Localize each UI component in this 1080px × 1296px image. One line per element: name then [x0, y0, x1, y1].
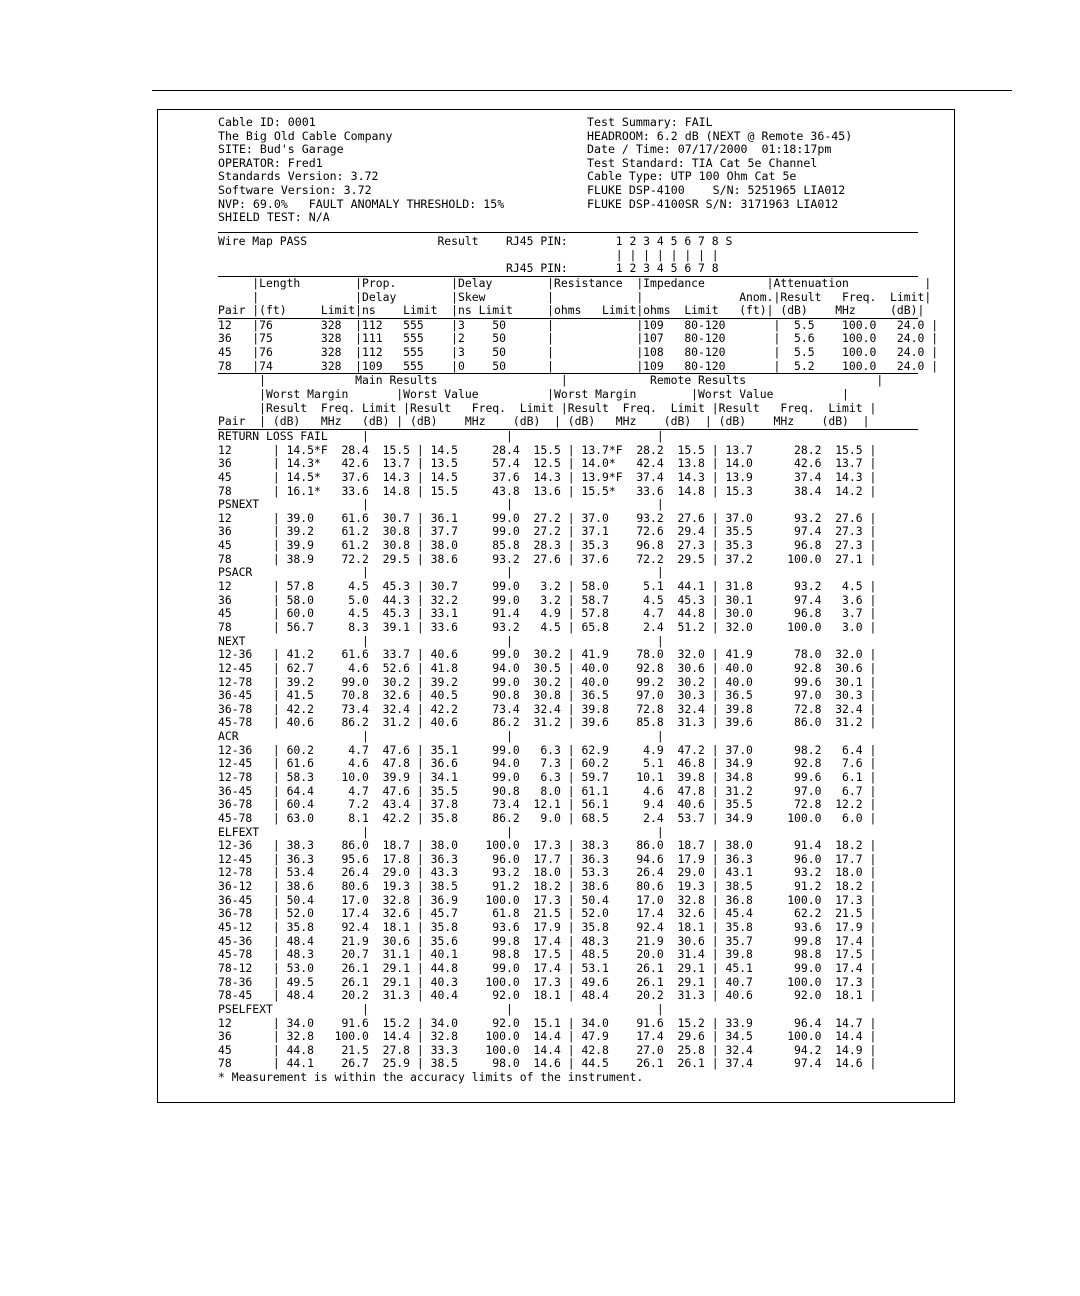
results-row: 12-45 | 62.7 4.6 52.6 | 41.8 94.0 30.5 | 40.0 92.8 30.6 | 40.0 92.8 30.6 |	[218, 660, 877, 675]
results-row: 36 | 58.0 5.0 44.3 | 32.2 99.0 3.2 | 58.7 4.5 45.3 | 30.1 97.4 3.6 |	[218, 592, 877, 607]
header-left-column	[218, 116, 504, 225]
results-row: NEXT | | |	[218, 633, 664, 648]
results-header-line: | Main Results | Remote Results |	[218, 373, 884, 388]
summary-row: 36 |75 328 |111 555 |2 50 | |107 80-120 | 5.6 100.0 24.0 |	[218, 331, 939, 346]
results-table-header	[218, 374, 918, 430]
results-row: 45-78 | 40.6 86.2 31.2 | 40.6 86.2 31.2 | 39.6 85.8 31.3 | 39.6 86.0 31.2 |	[218, 715, 877, 730]
wire-map-line: Wire Map PASS Result RJ45 PIN: 1 2 3 4 5 6 7 8 S	[218, 234, 733, 248]
results-row: 78 | 56.7 8.3 39.1 | 33.6 93.2 4.5 | 65.8 2.4 51.2 | 32.0 100.0 3.0 |	[218, 619, 877, 634]
results-row: 12-36 | 60.2 4.7 47.6 | 35.1 99.0 6.3 | 62.9 4.9 47.2 | 37.0 98.2 6.4 |	[218, 742, 877, 757]
results-row: 12-36 | 38.3 86.0 18.7 | 38.0 100.0 17.3 | 38.3 86.0 18.7 | 38.0 91.4 18.2 |	[218, 838, 877, 853]
wire-map-line: RJ45 PIN: 1 2 3 4 5 6 7 8	[218, 261, 719, 276]
results-row: 36 | 32.8 100.0 14.4 | 32.8 100.0 14.4 | 47.9 17.4 29.6 | 34.5 100.0 14.4 |	[218, 1029, 877, 1044]
results-header-line: |Result Freq. Limit |Result Freq. Limit |Result Freq. Limit |Result Freq. Limit |	[218, 400, 877, 415]
results-row: 12 | 34.0 91.6 15.2 | 34.0 92.0 15.1 | 34.0 91.6 15.2 | 33.9 96.4 14.7 |	[218, 1015, 877, 1030]
header-field: Software Version: 3.72	[218, 182, 372, 197]
footnote: * Measurement is within the accuracy limits of the instrument.	[218, 1070, 644, 1085]
results-row: 12-45 | 61.6 4.6 47.8 | 36.6 94.0 7.3 | 60.2 5.1 46.8 | 34.9 92.8 7.6 |	[218, 756, 877, 771]
results-row: 36-45 | 50.4 17.0 32.8 | 36.9 100.0 17.3 | 50.4 17.0 32.8 | 36.8 100.0 17.3 |	[218, 892, 877, 907]
header-field: Standards Version: 3.72	[218, 169, 379, 184]
results-row: RETURN LOSS FAIL | | |	[218, 428, 664, 443]
results-row: 78 | 44.1 26.7 25.9 | 38.5 98.0 14.6 | 44.5 26.1 26.1 | 37.4 97.4 14.6 |	[218, 1056, 877, 1071]
page-top-rule	[152, 90, 1012, 91]
results-row: 78-12 | 53.0 26.1 29.1 | 44.8 99.0 17.4 | 53.1 26.1 29.1 | 45.1 99.0 17.4 |	[218, 960, 877, 975]
header-field: Test Summary: FAIL	[587, 115, 713, 129]
summary-row: 78 |74 328 |109 555 |0 50 | |109 80-120 | 5.2 100.0 24.0 |	[218, 358, 939, 373]
results-table-body	[218, 430, 918, 1071]
header-field: Cable Type: UTP 100 Ohm Cat 5e	[587, 169, 797, 184]
cable-test-report	[218, 115, 939, 1085]
wire-map-line: | | | | | | | |	[218, 247, 719, 262]
results-row: 45 | 60.0 4.5 45.3 | 33.1 91.4 4.9 | 57.8 4.7 44.8 | 30.0 96.8 3.7 |	[218, 606, 877, 621]
summary-table-header	[218, 275, 932, 319]
results-row: PSNEXT | | |	[218, 497, 664, 512]
results-row: 12-36 | 41.2 61.6 33.7 | 40.6 99.0 30.2 | 41.9 78.0 32.0 | 41.9 78.0 32.0 |	[218, 647, 877, 662]
summary-row: 12 |76 328 |112 555 |3 50 | |109 80-120 | 5.5 100.0 24.0 |	[218, 317, 939, 332]
report-header	[218, 116, 918, 228]
header-field: SHIELD TEST: N/A	[218, 210, 330, 225]
results-row: 12-78 | 39.2 99.0 30.2 | 39.2 99.0 30.2 | 40.0 99.2 30.2 | 40.0 99.6 30.1 |	[218, 674, 877, 689]
header-field: OPERATOR: Fred1	[218, 155, 323, 170]
header-field: Cable ID: 0001	[218, 115, 316, 129]
results-row: 45-78 | 63.0 8.1 42.2 | 35.8 86.2 9.0 | 68.5 2.4 53.7 | 34.9 100.0 6.0 |	[218, 810, 877, 825]
results-row: 45 | 14.5* 37.6 14.3 | 14.5 37.6 14.3 | 13.9*F 37.4 14.3 | 13.9 37.4 14.3 |	[218, 469, 877, 484]
summary-table-body	[218, 317, 939, 375]
header-right-column	[587, 116, 852, 211]
results-row: 45-36 | 48.4 21.9 30.6 | 35.6 99.8 17.4 | 48.3 21.9 30.6 | 35.7 99.8 17.4 |	[218, 933, 877, 948]
header-field: HEADROOM: 6.2 dB (NEXT @ Remote 36-45)	[587, 128, 853, 143]
results-row: 36-78 | 52.0 17.4 32.6 | 45.7 61.8 21.5 | 52.0 17.4 32.6 | 45.4 62.2 21.5 |	[218, 906, 877, 921]
results-row: 12-78 | 53.4 26.4 29.0 | 43.3 93.2 18.0 | 53.3 26.4 29.0 | 43.1 93.2 18.0 |	[218, 865, 877, 880]
results-row: PSELFEXT | | |	[218, 1001, 664, 1016]
results-row: 12-45 | 36.3 95.6 17.8 | 36.3 96.0 17.7 | 36.3 94.6 17.9 | 36.3 96.0 17.7 |	[218, 851, 877, 866]
header-field: FLUKE DSP-4100SR S/N: 3171963 LIA012	[587, 196, 839, 211]
summary-header-line: Pair |(ft) Limit|ns Limit |ns Limit |ohms Limit|ohms Limit (ft)| (dB) MHz (dB)|	[218, 303, 925, 318]
results-header-line: |Worst Margin |Worst Value |Worst Margin |Worst Value |	[218, 387, 849, 402]
results-row: 36-78 | 60.4 7.2 43.4 | 37.8 73.4 12.1 | 56.1 9.4 40.6 | 35.5 72.8 12.2 |	[218, 797, 877, 812]
header-field: Date / Time: 07/17/2000 01:18:17pm	[587, 142, 832, 157]
results-row: 36-12 | 38.6 80.6 19.3 | 38.5 91.2 18.2 | 38.6 80.6 19.3 | 38.5 91.2 18.2 |	[218, 879, 877, 894]
results-row: 36-45 | 41.5 70.8 32.6 | 40.5 90.8 30.8 | 36.5 97.0 30.3 | 36.5 97.0 30.3 |	[218, 688, 877, 703]
results-row: 12-78 | 58.3 10.0 39.9 | 34.1 99.0 6.3 | 59.7 10.1 39.8 | 34.8 99.6 6.1 |	[218, 769, 877, 784]
header-field: SITE: Bud's Garage	[218, 142, 344, 157]
header-field: Test Standard: TIA Cat 5e Channel	[587, 155, 818, 170]
results-row: ACR | | |	[218, 729, 664, 744]
results-row: 78 | 38.9 72.2 29.5 | 38.6 93.2 27.6 | 37.6 72.2 29.5 | 37.2 100.0 27.1 |	[218, 551, 877, 566]
wire-map-section	[218, 233, 918, 276]
summary-row: 45 |76 328 |112 555 |3 50 | |108 80-120 | 5.5 100.0 24.0 |	[218, 345, 939, 360]
results-row: 12 | 39.0 61.6 30.7 | 36.1 99.0 27.2 | 37.0 93.2 27.6 | 37.0 93.2 27.6 |	[218, 510, 877, 525]
results-row: 78 | 16.1* 33.6 14.8 | 15.5 43.8 13.6 | 15.5* 33.6 14.8 | 15.3 38.4 14.2 |	[218, 483, 877, 498]
results-row: 45-12 | 35.8 92.4 18.1 | 35.8 93.6 17.9 | 35.8 92.4 18.1 | 35.8 93.6 17.9 |	[218, 920, 877, 935]
results-row: 45-78 | 48.3 20.7 31.1 | 40.1 98.8 17.5 | 48.5 20.0 31.4 | 39.8 98.8 17.5 |	[218, 947, 877, 962]
results-row: 78-45 | 48.4 20.2 31.3 | 40.4 92.0 18.1 | 48.4 20.2 31.3 | 40.6 92.0 18.1 |	[218, 988, 877, 1003]
results-row: 78-36 | 49.5 26.1 29.1 | 40.3 100.0 17.3 | 49.6 26.1 29.1 | 40.7 100.0 17.3 |	[218, 974, 877, 989]
results-row: 45 | 44.8 21.5 27.8 | 33.3 100.0 14.4 | 42.8 27.0 25.8 | 32.4 94.2 14.9 |	[218, 1042, 877, 1057]
results-row: 12 | 14.5*F 28.4 15.5 | 14.5 28.4 15.5 | 13.7*F 28.2 15.5 | 13.7 28.2 15.5 |	[218, 442, 877, 457]
results-row: 12 | 57.8 4.5 45.3 | 30.7 99.0 3.2 | 58.0 5.1 44.1 | 31.8 93.2 4.5 |	[218, 579, 877, 594]
results-row: PSACR | | |	[218, 565, 664, 580]
summary-header-line: | |Delay |Skew | | Anom.|Result Freq. Limit|	[218, 289, 932, 304]
header-field: The Big Old Cable Company	[218, 128, 393, 143]
results-row: 36 | 39.2 61.2 30.8 | 37.7 99.0 27.2 | 37.1 72.6 29.4 | 35.5 97.4 27.3 |	[218, 524, 877, 539]
results-row: 45 | 39.9 61.2 30.8 | 38.0 85.8 28.3 | 35.3 96.8 27.3 | 35.3 96.8 27.3 |	[218, 538, 877, 553]
header-field: NVP: 69.0% FAULT ANOMALY THRESHOLD: 15%	[218, 196, 505, 211]
results-row: ELFEXT | | |	[218, 824, 664, 839]
results-header-line: Pair | (dB) MHz (dB) | (dB) MHz (dB) | (dB) MHz (dB) | (dB) MHz (dB) |	[218, 414, 870, 429]
results-row: 36-78 | 42.2 73.4 32.4 | 42.2 73.4 32.4 | 39.8 72.8 32.4 | 39.8 72.8 32.4 |	[218, 701, 877, 716]
results-row: 36 | 14.3* 42.6 13.7 | 13.5 57.4 12.5 | 14.0* 42.4 13.8 | 14.0 42.6 13.7 |	[218, 456, 877, 471]
summary-header-line: |Length |Prop. |Delay |Resistance |Impedance |Attenuation |	[218, 275, 932, 290]
header-field: FLUKE DSP-4100 S/N: 5251965 LIA012	[587, 182, 846, 197]
results-row: 36-45 | 64.4 4.7 47.6 | 35.5 90.8 8.0 | 61.1 4.6 47.8 | 31.2 97.0 6.7 |	[218, 783, 877, 798]
